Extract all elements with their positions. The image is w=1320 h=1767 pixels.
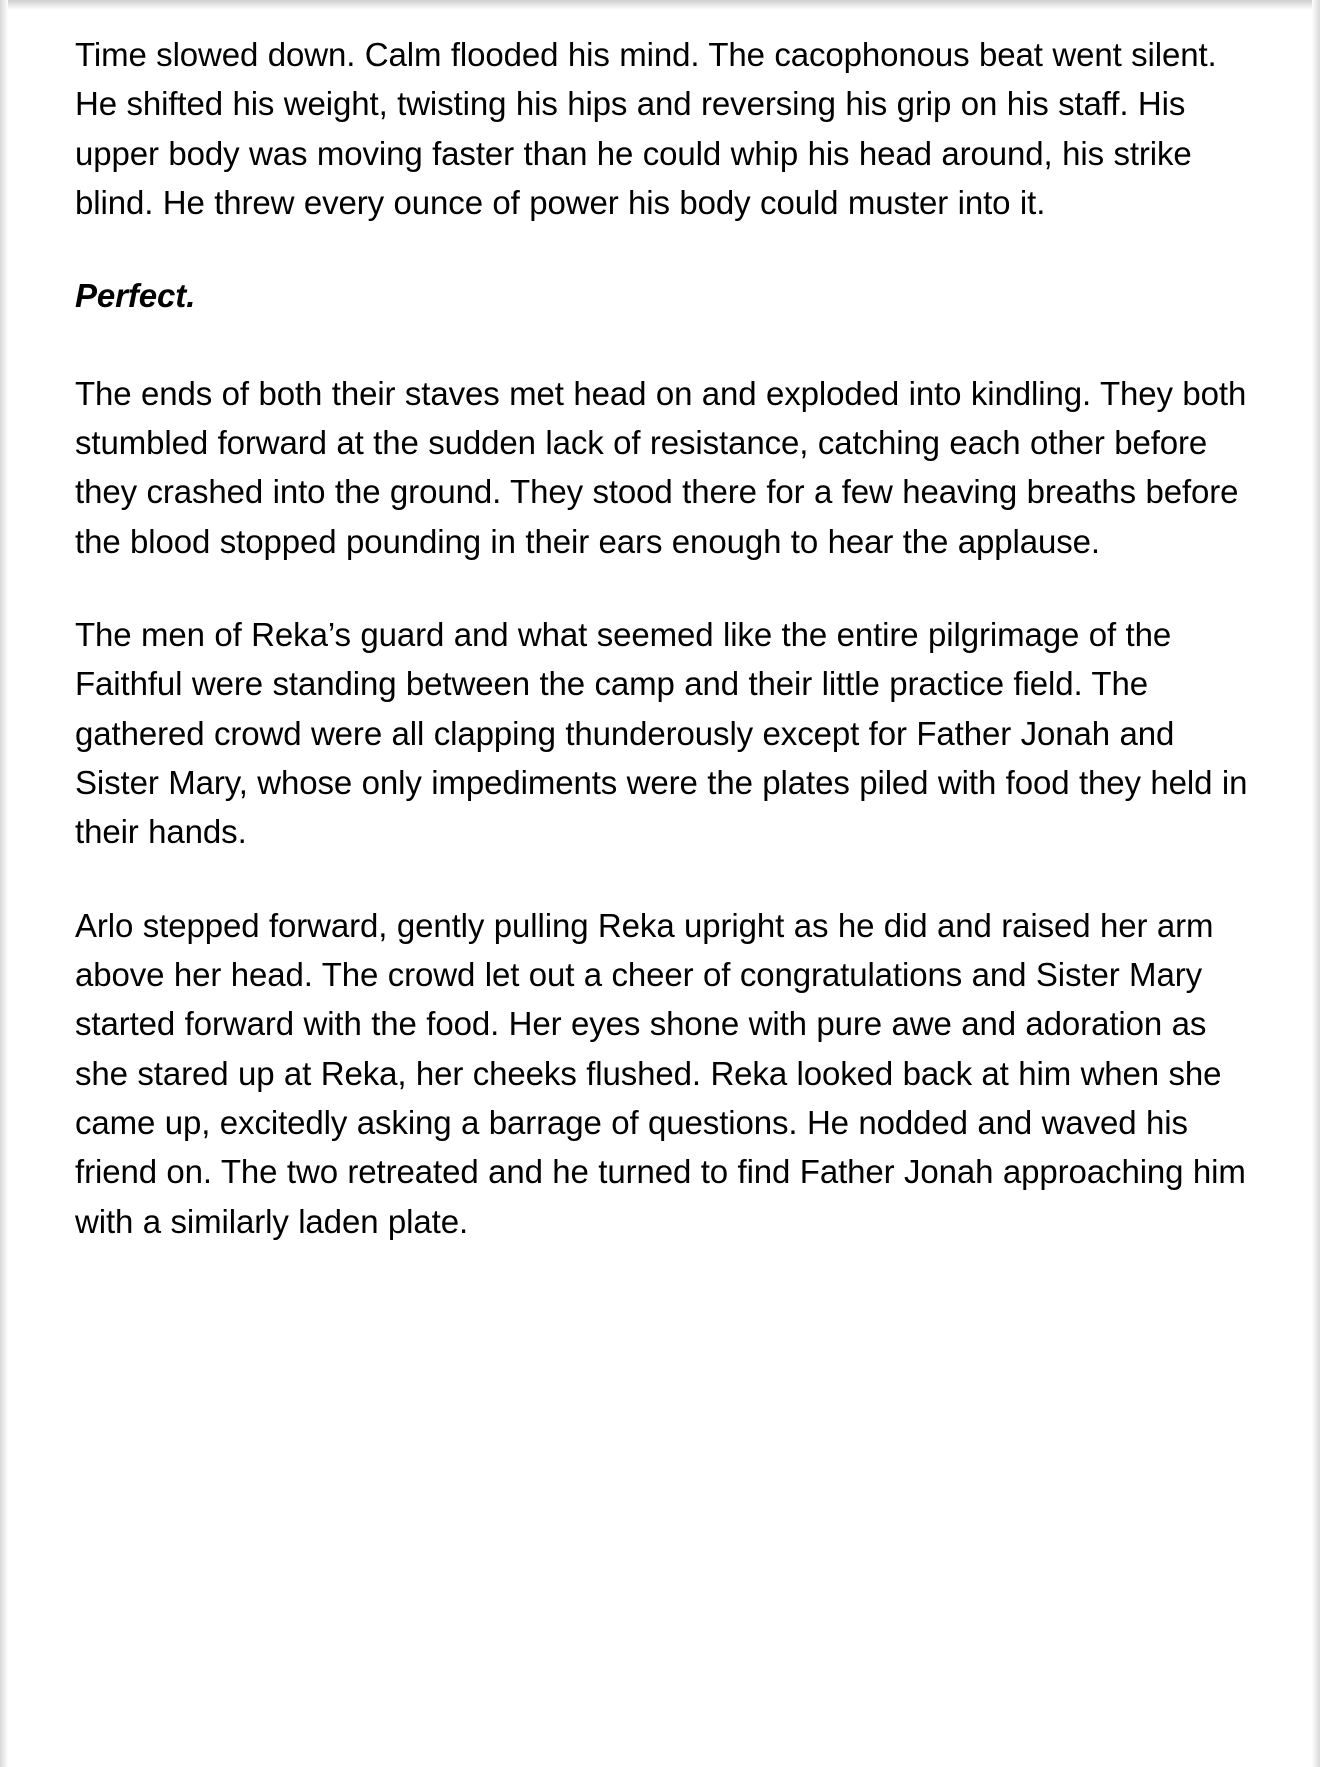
body-paragraph: Time slowed down. Calm flooded his mind. The cacophonous beat went silent. He shifted his weight, twisting his hips and reversing his grip on his staff. His upper body was moving faster than he could whip his head around, his strike blind. He threw every ounce of power his body could muster into it. [75, 36, 1217, 221]
body-paragraph: The men of Reka’s guard and what seemed like the entire pilgrimage of the Faithful were standing between the camp and their little practice field. The gathered crowd were all clapping thunderously except for Father Jonah and Sister Mary, whose only impediments were the plates piled with food they held in their hands. [75, 615, 1248, 851]
page-top-edge-shadow [0, 0, 1320, 10]
body-paragraph: Arlo stepped forward, gently pulling Reka upright as he did and raised her arm above her head. The crowd let out a cheer of congratulations and Sister Mary started forward with the food. Her eyes shone with pure awe and adoration as she stared up at Reka, her cheeks flushed. Reka looked back at him when she came up, excitedly asking a barrage of questions. He nodded and waved his friend on. The two retreated and he turned to find Father Jonah approaching him with a similarly laden plate. [75, 906, 1246, 1240]
emphasis-paragraph: Perfect. [75, 277, 196, 315]
document-body [0, 30, 1320, 1246]
body-paragraph: The ends of both their staves met head on and exploded into kindling. They both stumbled forward at the sudden lack of resistance, catching each other before they crashed into the ground. They stood there for a few heaving breaths before the blood stopped pounding in their ears enough to hear the applause. [75, 374, 1247, 560]
